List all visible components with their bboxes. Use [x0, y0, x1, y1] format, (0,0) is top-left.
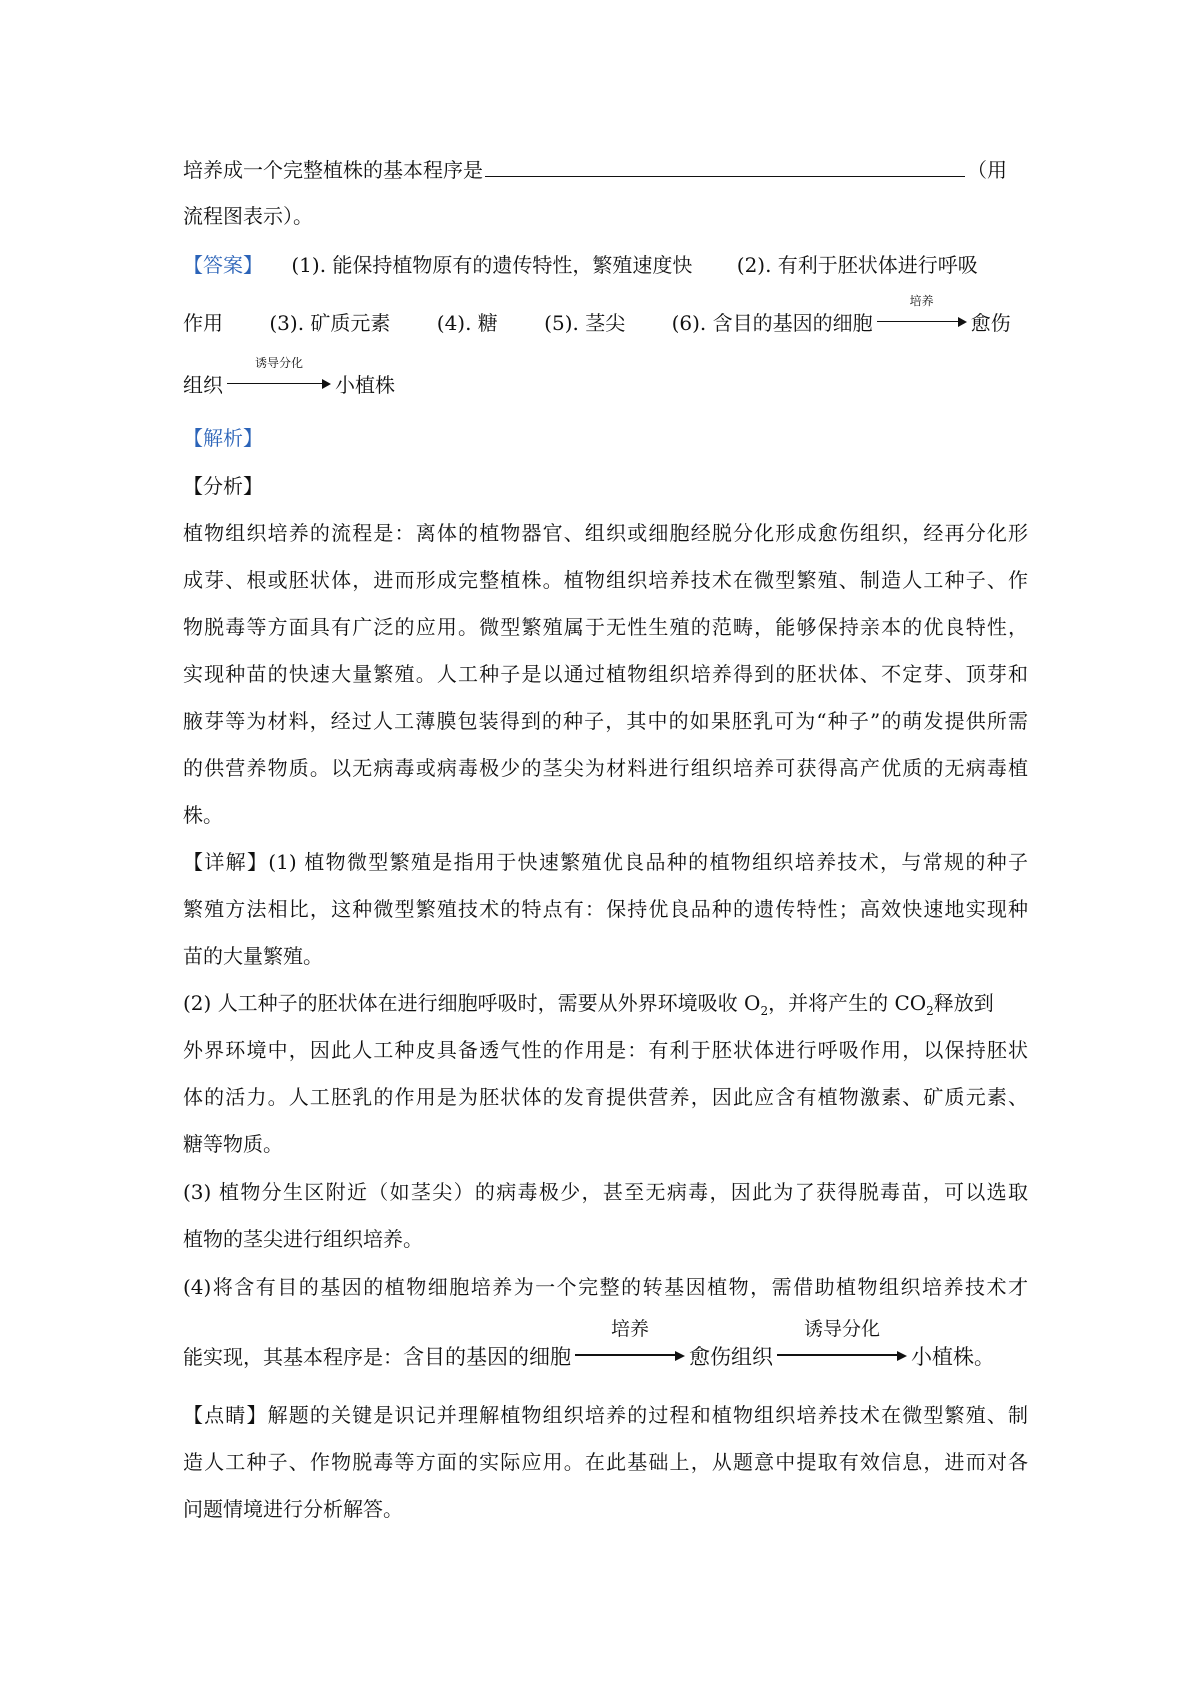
answer-line — [183, 356, 1028, 402]
paragraph-line: 植物组织培养的流程是：离体的植物器官、组织或细胞经脱分化形成愈伤组织，经再分化形 — [183, 521, 1028, 545]
key-point-line: 问题情境进行分析解答。 — [183, 1497, 403, 1521]
arrow-label: 培养 — [909, 294, 934, 308]
detail-text: ，并将产生的 CO — [768, 991, 927, 1015]
flow-arrow — [777, 1318, 907, 1364]
detail-line: (4)将含有目的基因的植物细胞培养为一个完整的转基因植物，需借助植物组织培养技术才 — [183, 1275, 1028, 1299]
detail-line — [183, 1318, 1028, 1374]
answer-item: (2). 有利于胚状体进行呼吸 — [736, 253, 978, 277]
detail-line: (3) 植物分生区附近（如茎尖）的病毒极少，甚至无病毒，因此为了获得脱毒苗，可以选取 — [183, 1180, 1028, 1204]
detail-line: 苗的大量繁殖。 — [183, 944, 323, 968]
section-heading-jiexi: 【解析】 — [183, 426, 263, 450]
answer-line — [183, 294, 1028, 340]
answer-item: (5). 茎尖 — [544, 311, 626, 335]
answer-item: (6). 含目的基因的细胞 — [671, 311, 873, 335]
arrow-label: 培养 — [610, 1318, 649, 1340]
answer-item: 小植株 — [335, 373, 395, 397]
detail-line: 体的活力。人工胚乳的作用是为胚状体的发育提供营养，因此应含有植物激素、矿质元素、 — [183, 1085, 1028, 1109]
arrow-label: 诱导分化 — [254, 356, 303, 370]
key-point-line: 造人工种子、作物脱毒等方面的实际应用。在此基础上，从题意中提取有效信息，进而对各 — [183, 1450, 1028, 1474]
paragraph-line: 成芽、根或胚状体，进而形成完整植株。植物组织培养技术在微型繁殖、制造人工种子、作 — [183, 568, 1028, 592]
detail-line: 繁殖方法相比，这种微型繁殖技术的特点有：保持优良品种的遗传特性；高效快速地实现种 — [183, 897, 1028, 921]
detail-line: 外界环境中，因此人工种皮具备透气性的作用是：有利于胚状体进行呼吸作用，以保持胚状 — [183, 1038, 1028, 1062]
answer-item: (3). 矿质元素 — [269, 311, 391, 335]
answer-blank — [485, 154, 965, 177]
flow-diagram — [403, 1318, 974, 1377]
section-heading-fenxi: 【分析】 — [183, 474, 263, 498]
flow-step: 愈伤组织 — [689, 1345, 773, 1369]
subscript: 2 — [760, 1004, 769, 1018]
answer-item: 愈伤 — [970, 311, 1011, 335]
key-point-line: 【点睛】解题的关键是识记并理解植物组织培养的过程和植物组织培养技术在微型繁殖、制 — [183, 1403, 1028, 1427]
detail-text: 。 — [974, 1345, 994, 1369]
detail-line: 植物的茎尖进行组织培养。 — [183, 1227, 423, 1251]
flow-arrow — [575, 1318, 685, 1364]
detail-line — [183, 983, 1028, 1023]
paragraph-line: 株。 — [183, 803, 223, 827]
answer-item: (4). 糖 — [436, 311, 498, 335]
paragraph-line: 物脱毒等方面具有广泛的应用。微型繁殖属于无性生殖的范畴，能够保持亲本的优良特性， — [183, 615, 1028, 639]
flow-arrow — [227, 356, 331, 392]
question-text: 流程图表示）。 — [183, 204, 313, 228]
answer-item: (1). 能保持植物原有的遗传特性，繁殖速度快 — [291, 253, 693, 277]
detail-line: 【详解】(1) 植物微型繁殖是指用于快速繁殖优良品种的植物组织培养技术，与常规的种子 — [183, 850, 1028, 874]
detail-text: 释放到 — [933, 991, 994, 1015]
question-text-end: （用 — [967, 158, 1007, 182]
flow-step: 含目的基因的细胞 — [403, 1345, 571, 1369]
answer-item: 组织 — [183, 373, 223, 397]
question-text: 培养成一个完整植株的基本程序是 — [183, 158, 483, 182]
flow-arrow — [877, 294, 967, 330]
paragraph-line: 的供营养物质。以无病毒或病毒极少的茎尖为材料进行组织培养可获得高产优质的无病毒植 — [183, 756, 1028, 780]
flow-step: 小植株 — [911, 1345, 974, 1369]
question-line — [183, 150, 1028, 190]
detail-text: (2) 人工种子的胚状体在进行细胞呼吸时，需要从外界环境吸收 O — [183, 991, 761, 1015]
question-line — [183, 196, 1028, 236]
paragraph-line: 实现种苗的快速大量繁殖。人工种子是以通过植物组织培养得到的胚状体、不定芽、顶芽和 — [183, 662, 1028, 686]
arrow-label: 诱导分化 — [803, 1318, 880, 1340]
answer-label: 【答案】 — [183, 253, 263, 277]
subscript: 2 — [926, 1004, 934, 1018]
answer-line — [183, 245, 1028, 285]
detail-line: 糖等物质。 — [183, 1132, 283, 1156]
answer-item: 作用 — [183, 311, 223, 335]
paragraph-line: 腋芽等为材料，经过人工薄膜包装得到的种子，其中的如果胚乳可为“种子”的萌发提供所需 — [183, 709, 1028, 733]
detail-text: 能实现，其基本程序是： — [183, 1345, 403, 1369]
